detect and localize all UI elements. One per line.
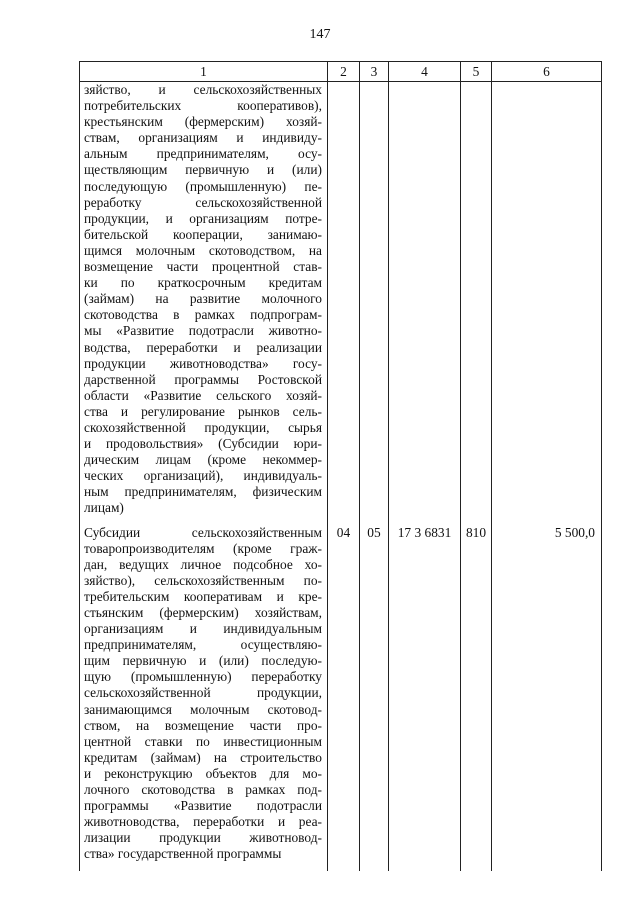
description-line: лочного скотоводства в рамках под- <box>84 782 322 798</box>
page-number: 147 <box>309 27 331 42</box>
description-line: (займам) на развитие молочного <box>84 291 322 307</box>
description-line: последующую (промышленную) пе- <box>84 178 322 194</box>
column-header-6: 6 <box>492 62 602 82</box>
row-section <box>328 82 360 525</box>
description-line: продукции животноводства» госу- <box>84 355 322 371</box>
description-line: ществляющим первичную и (или) <box>84 162 322 178</box>
column-header-2: 2 <box>328 62 360 82</box>
description-line: предпринимателям, осуществляю- <box>84 637 322 653</box>
column-header-3: 3 <box>360 62 389 82</box>
description-line: скотоводства в рамках подпрограм- <box>84 307 322 323</box>
description-line: бительской кооперации, занимаю- <box>84 226 322 242</box>
budget-table <box>79 61 602 871</box>
header-row <box>80 62 602 82</box>
description-line: Субсидии сельскохозяйственным <box>84 524 322 540</box>
description-line: ствам, организациям и индивиду- <box>84 130 322 146</box>
description-line: программы «Развитие подотрасли <box>84 798 322 814</box>
description-line: сельскохозяйственной продукции, <box>84 685 322 701</box>
description-line: водства, переработки и реализации <box>84 339 322 355</box>
description-line: зяйство, и сельскохозяйственных <box>84 82 322 97</box>
description-line: животноводства, переработки и реа- <box>84 814 322 830</box>
column-header-5: 5 <box>461 62 492 82</box>
row-expense-type: 810 <box>461 525 492 871</box>
description-line: щим первичную и (или) последую- <box>84 653 322 669</box>
row-amount: 5 500,0 <box>492 525 602 871</box>
description-line: области «Развитие сельского хозяй- <box>84 387 322 403</box>
description-line: продукции, и организациям потре- <box>84 210 322 226</box>
description-line: ки по краткосрочным кредитам <box>84 275 322 291</box>
description-line: альным предпринимателям, осу- <box>84 146 322 162</box>
description-line: дан, ведущих личное подсобное хо- <box>84 556 322 572</box>
row-description <box>80 525 328 871</box>
row-subsection: 05 <box>360 525 389 871</box>
description-line: возмещение части процентной став- <box>84 259 322 275</box>
description-line: крестьянским (фермерским) хозяй- <box>84 114 322 130</box>
column-header-1: 1 <box>80 62 328 82</box>
row-description <box>80 82 328 525</box>
row-section: 04 <box>328 525 360 871</box>
description-line: центной ставки по инвестиционным <box>84 733 322 749</box>
row-target-code: 17 3 6831 <box>389 525 461 871</box>
description-line: реработку сельскохозяйственной <box>84 194 322 210</box>
description-line: ным предпринимателям, физическим <box>84 484 322 500</box>
description-line: лизации продукции животновод- <box>84 830 322 846</box>
description-line: щимся молочным скотоводством, на <box>84 242 322 258</box>
description-line: мы «Развитие подотрасли животно- <box>84 323 322 339</box>
table-row <box>80 82 602 525</box>
description-line: щую (промышленную) переработку <box>84 669 322 685</box>
description-line: ства» государственной программы <box>84 846 282 862</box>
description-line: кредитам (займам) на строительство <box>84 749 322 765</box>
description-line: товаропроизводителям (кроме граж- <box>84 540 322 556</box>
description-line: занимающимся молочным скотовод- <box>84 701 322 717</box>
description-line: ством, на возмещение части про- <box>84 717 322 733</box>
row-subsection <box>360 82 389 525</box>
description-line: стьянским (фермерским) хозяйствам, <box>84 605 322 620</box>
description-line: скохозяйственной продукции, сырья <box>84 419 322 435</box>
row-amount <box>492 82 602 525</box>
description-line: и реконструкцию объектов для мо- <box>84 765 322 781</box>
table-row <box>80 525 602 871</box>
description-line: дарственной программы Ростовской <box>84 371 322 387</box>
description-line: организациям и индивидуальным <box>84 621 322 637</box>
description-line: ства и регулирование рынков сель- <box>84 403 322 419</box>
description-line: требительским кооперативам и кре- <box>84 588 322 604</box>
description-line: лицам) <box>84 500 124 516</box>
description-line: ческих организаций), индивидуаль- <box>84 468 322 484</box>
row-expense-type <box>461 82 492 525</box>
description-line: потребительских кооперативов), <box>84 98 322 114</box>
description-line: дическим лицам (кроме некоммер- <box>84 452 322 468</box>
row-target-code <box>389 82 461 525</box>
column-header-4: 4 <box>389 62 461 82</box>
description-line: и продовольствия» (Субсидии юри- <box>84 436 322 452</box>
description-line: зяйство), сельскохозяйственным по- <box>84 572 322 588</box>
